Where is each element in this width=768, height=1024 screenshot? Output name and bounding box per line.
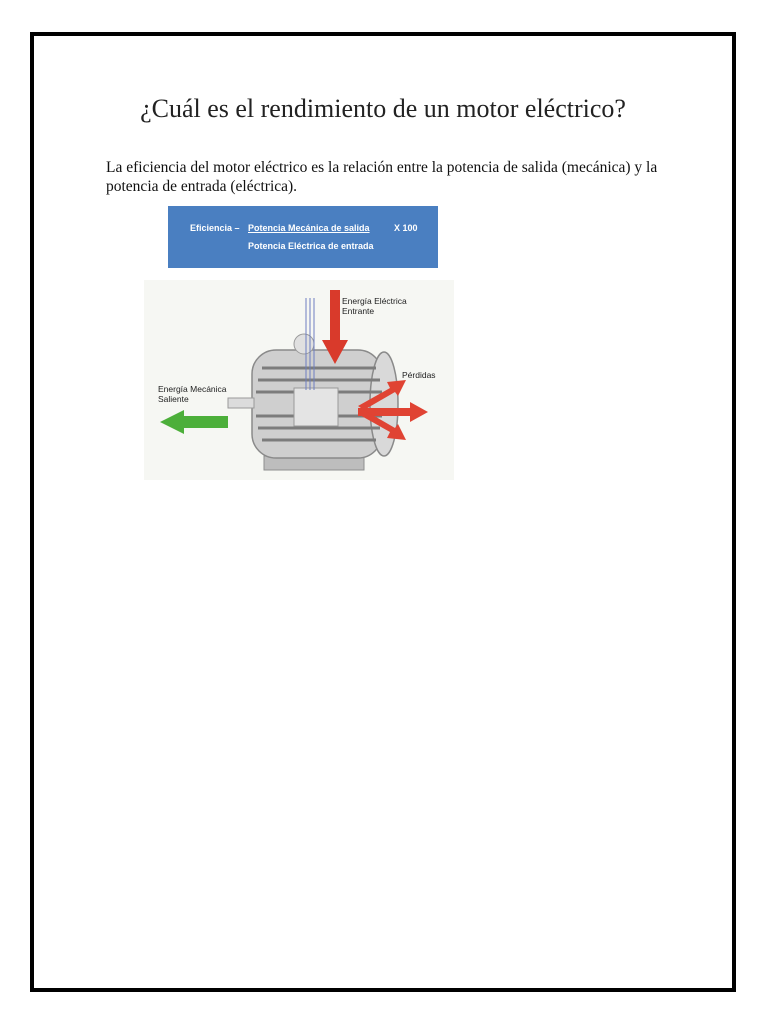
intro-paragraph: La eficiencia del motor eléctrico es la relación entre la potencia de salida (mecánica) y la potencia de entrada (eléctrica). [106, 159, 658, 195]
formula-denominator: Potencia Eléctrica de entrada [248, 241, 374, 251]
efficiency-formula-banner [168, 206, 438, 268]
output-energy-label-line2: Saliente [158, 394, 189, 404]
formula-numerator: Potencia Mecánica de salida [248, 223, 370, 233]
page-title: ¿Cuál es el rendimiento de un motor eléctrico? [140, 94, 626, 123]
formula-label: Eficiencia – [190, 223, 240, 233]
losses-label: Pérdidas [402, 370, 436, 380]
formula-multiplier: X 100 [394, 223, 418, 233]
input-energy-label-line1: Energía Eléctrica [342, 296, 407, 306]
motor-diagram [144, 280, 454, 480]
input-energy-label-line2: Entrante [342, 306, 375, 316]
page-frame [30, 32, 736, 992]
output-energy-label-line1: Energía Mecánica [158, 384, 227, 394]
